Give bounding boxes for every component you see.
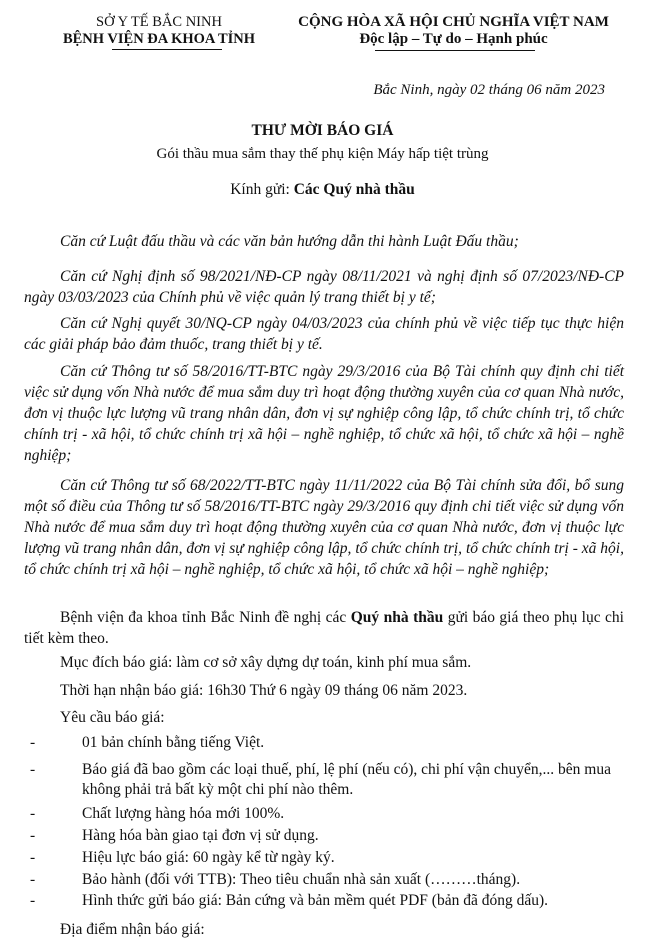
requirement-item: - Báo giá đã bao gồm các loại thuế, phí, lệ phí (nếu có), chi phí vận chuyển,... bên mua không phải trả bất kỳ một chi phí nào thêm. <box>30 761 611 798</box>
requirement-item: - Hàng hóa bàn giao tại đơn vị sử dụng. <box>30 827 319 844</box>
legal-basis-2: Căn cứ Nghị định số 98/2021/NĐ-CP ngày 08/11/2021 và nghị định số 07/2023/NĐ-CP ngày 03/03/2023 của Chính phủ về việc quản lý trang thiết bị y tế; <box>24 268 624 306</box>
org-underline <box>112 49 222 50</box>
requirement-item: - 01 bản chính bằng tiếng Việt. <box>30 734 265 751</box>
request-paragraph: Bệnh viện đa khoa tỉnh Bắc Ninh đề nghị các Quý nhà thầu gửi báo giá theo phụ lục chi tiết kèm theo. <box>24 609 624 647</box>
org-parent: SỞ Y TẾ BẮC NINH <box>96 14 222 30</box>
recipient-prefix: Kính gửi: <box>230 181 294 198</box>
legal-basis-5: Căn cứ Thông tư số 68/2022/TT-BTC ngày 11/11/2022 của Bộ Tài chính sửa đổi, bổ sung một số điều của Thông tư số 58/2016/TT-BTC ngày 29/3/2016 quy định chi tiết việc sử dụng vốn Nhà nước để mua sắm duy trì hoạt động thường xuyên của cơ quan Nhà nước, đơn vị thuộc lực lượng vũ trang nhân dân, đơn vị sự nghiệp công lập, tổ chức chính trị, tổ chức chính trị - xã hội, tổ chức chính trị xã hội – nghề nghiệp, tổ chức xã hội, tổ chức xã hội – nghề nghiệp; <box>24 477 624 578</box>
motto: Độc lập – Tự do – Hạnh phúc <box>359 31 548 47</box>
recipient-line <box>0 181 645 199</box>
national-header <box>262 14 645 48</box>
requirement-item: - Hình thức gửi báo giá: Bản cứng và bản mềm quét PDF (bản đã đóng dấu). <box>30 892 548 909</box>
legal-basis-3: Căn cứ Nghị quyết 30/NQ-CP ngày 04/03/2023 của chính phủ về việc tiếp tục thực hiện các giải pháp bảo đảm thuốc, trang thiết bị y tế. <box>24 315 624 353</box>
country-name: CỘNG HÒA XÃ HỘI CHỦ NGHĨA VIỆT NAM <box>298 14 609 30</box>
request-bold: Quý nhà thầu <box>350 609 444 626</box>
legal-basis-1: Căn cứ Luật đấu thầu và các văn bản hướng dẫn thi hành Luật Đấu thầu; <box>60 233 519 250</box>
recipient-name: Các Quý nhà thầu <box>293 181 415 198</box>
document-title: THƯ MỜI BÁO GIÁ <box>251 122 394 139</box>
requirement-item: - Hiệu lực báo giá: 60 ngày kể từ ngày ký. <box>30 849 335 866</box>
requirements-heading: Yêu cầu báo giá: <box>60 709 165 726</box>
legal-basis-4: Căn cứ Thông tư số 58/2016/TT-BTC ngày 29/3/2016 của Bộ Tài chính quy định chi tiết việc sử dụng vốn Nhà nước để mua sắm duy trì hoạt động thường xuyên của cơ quan Nhà nước, đơn vị thuộc lực lượng vũ trang nhân dân, đơn vị sự nghiệp công lập, tổ chức chính trị, tổ chức chính trị - xã hội, tổ chức chính trị xã hội – nghề nghiệp, tổ chức xã hội, tổ chức xã hội – nghề nghiệp; <box>24 363 624 464</box>
deadline-line: Thời hạn nhận báo giá: 16h30 Thứ 6 ngày 09 tháng 06 năm 2023. <box>60 682 468 699</box>
requirement-item: - Chất lượng hàng hóa mới 100%. <box>30 805 285 822</box>
org-name: BỆNH VIỆN ĐA KHOA TỈNH <box>62 31 256 47</box>
purpose-line: Mục đích báo giá: làm cơ sở xây dựng dự toán, kinh phí mua sắm. <box>60 654 472 671</box>
document-subtitle: Gói thầu mua sắm thay thế phụ kiện Máy hấp tiệt trùng <box>156 146 489 162</box>
location-heading: Địa điểm nhận báo giá: <box>60 921 205 938</box>
date-line: Bắc Ninh, ngày 02 tháng 06 năm 2023 <box>373 82 605 98</box>
motto-underline <box>375 50 535 51</box>
requirement-item: - Bảo hành (đối với TTB): Theo tiêu chuẩn nhà sản xuất (………tháng). <box>30 871 521 888</box>
